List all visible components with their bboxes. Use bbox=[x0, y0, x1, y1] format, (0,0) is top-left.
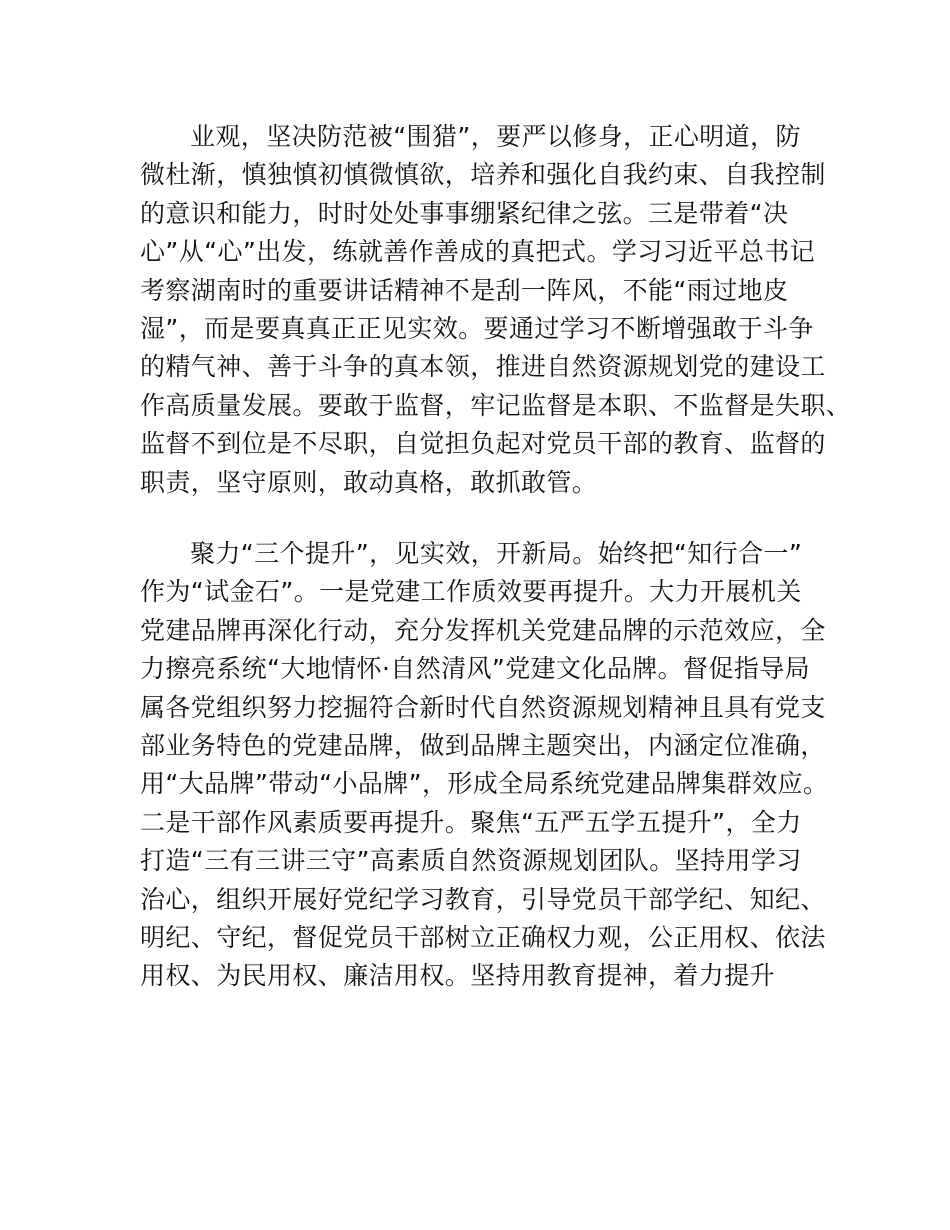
text-line: 治心，组织开展好党纪学习教育，引导党员干部学纪、知纪、 bbox=[140, 884, 826, 914]
text-line: 用权、为民用权、廉洁用权。坚持用教育提神，着力提升 bbox=[140, 961, 776, 991]
text-line: 属各党组织努力挖掘符合新时代自然资源规划精神且具有党支 bbox=[140, 692, 826, 722]
text-line: 明纪、守纪，督促党员干部树立正确权力观，公正用权、依法 bbox=[140, 922, 826, 952]
text-line: 微杜渐，慎独慎初慎微慎欲，培养和强化自我约束、自我控制 bbox=[140, 160, 826, 190]
text-line: 监督不到位是不尽职，自觉担负起对党员干部的教育、监督的 bbox=[140, 429, 826, 459]
text-line: 聚力“三个提升”，见实效，开新局。始终把“知行合一” bbox=[190, 539, 803, 568]
paragraph-2 bbox=[140, 535, 829, 996]
text-line: 湿”，而是要真真正正见实效。要通过学习不断增强敢于斗争 bbox=[140, 313, 814, 343]
text-line: 作高质量发展。要敢于监督，牢记监督是本职、不监督是失职、 bbox=[140, 390, 852, 420]
text-line: 作为“试金石”。一是党建工作质效要再提升。大力开展机关 bbox=[140, 577, 802, 607]
text-line: 二是干部作风素质要再提升。聚焦“五严五学五提升”，全力 bbox=[140, 807, 802, 837]
text-line: 考察湖南时的重要讲话精神不是刮一阵风，不能“雨过地皮 bbox=[140, 275, 789, 305]
text-line: 用“大品牌”带动“小品牌”，形成全局系统党建品牌集群效应。 bbox=[140, 769, 829, 799]
text-line: 力擦亮系统“大地情怀·自然清风”党建文化品牌。督促指导局 bbox=[140, 654, 811, 684]
text-line: 职责，坚守原则，敢动真格，敢抓敢管。 bbox=[140, 467, 598, 497]
text-line: 心”从“心”出发，练就善作善成的真把式。学习习近平总书记 bbox=[140, 237, 816, 267]
text-line: 业观，坚决防范被“围猎”，要严以修身，正心明道，防 bbox=[190, 122, 801, 151]
text-line: 党建品牌再深化行动，充分发挥机关党建品牌的示范效应，全 bbox=[140, 615, 826, 645]
text-line: 的精气神、善于斗争的真本领，推进自然资源规划党的建设工 bbox=[140, 352, 826, 382]
text-line: 的意识和能力，时时处处事事绷紧纪律之弦。三是带着“决 bbox=[140, 198, 789, 228]
text-line: 打造“三有三讲三守”高素质自然资源规划团队。坚持用学习 bbox=[140, 846, 802, 876]
text-line: 部业务特色的党建品牌，做到品牌主题突出，内涵定位准确， bbox=[140, 730, 826, 760]
paragraph-1 bbox=[140, 118, 852, 502]
